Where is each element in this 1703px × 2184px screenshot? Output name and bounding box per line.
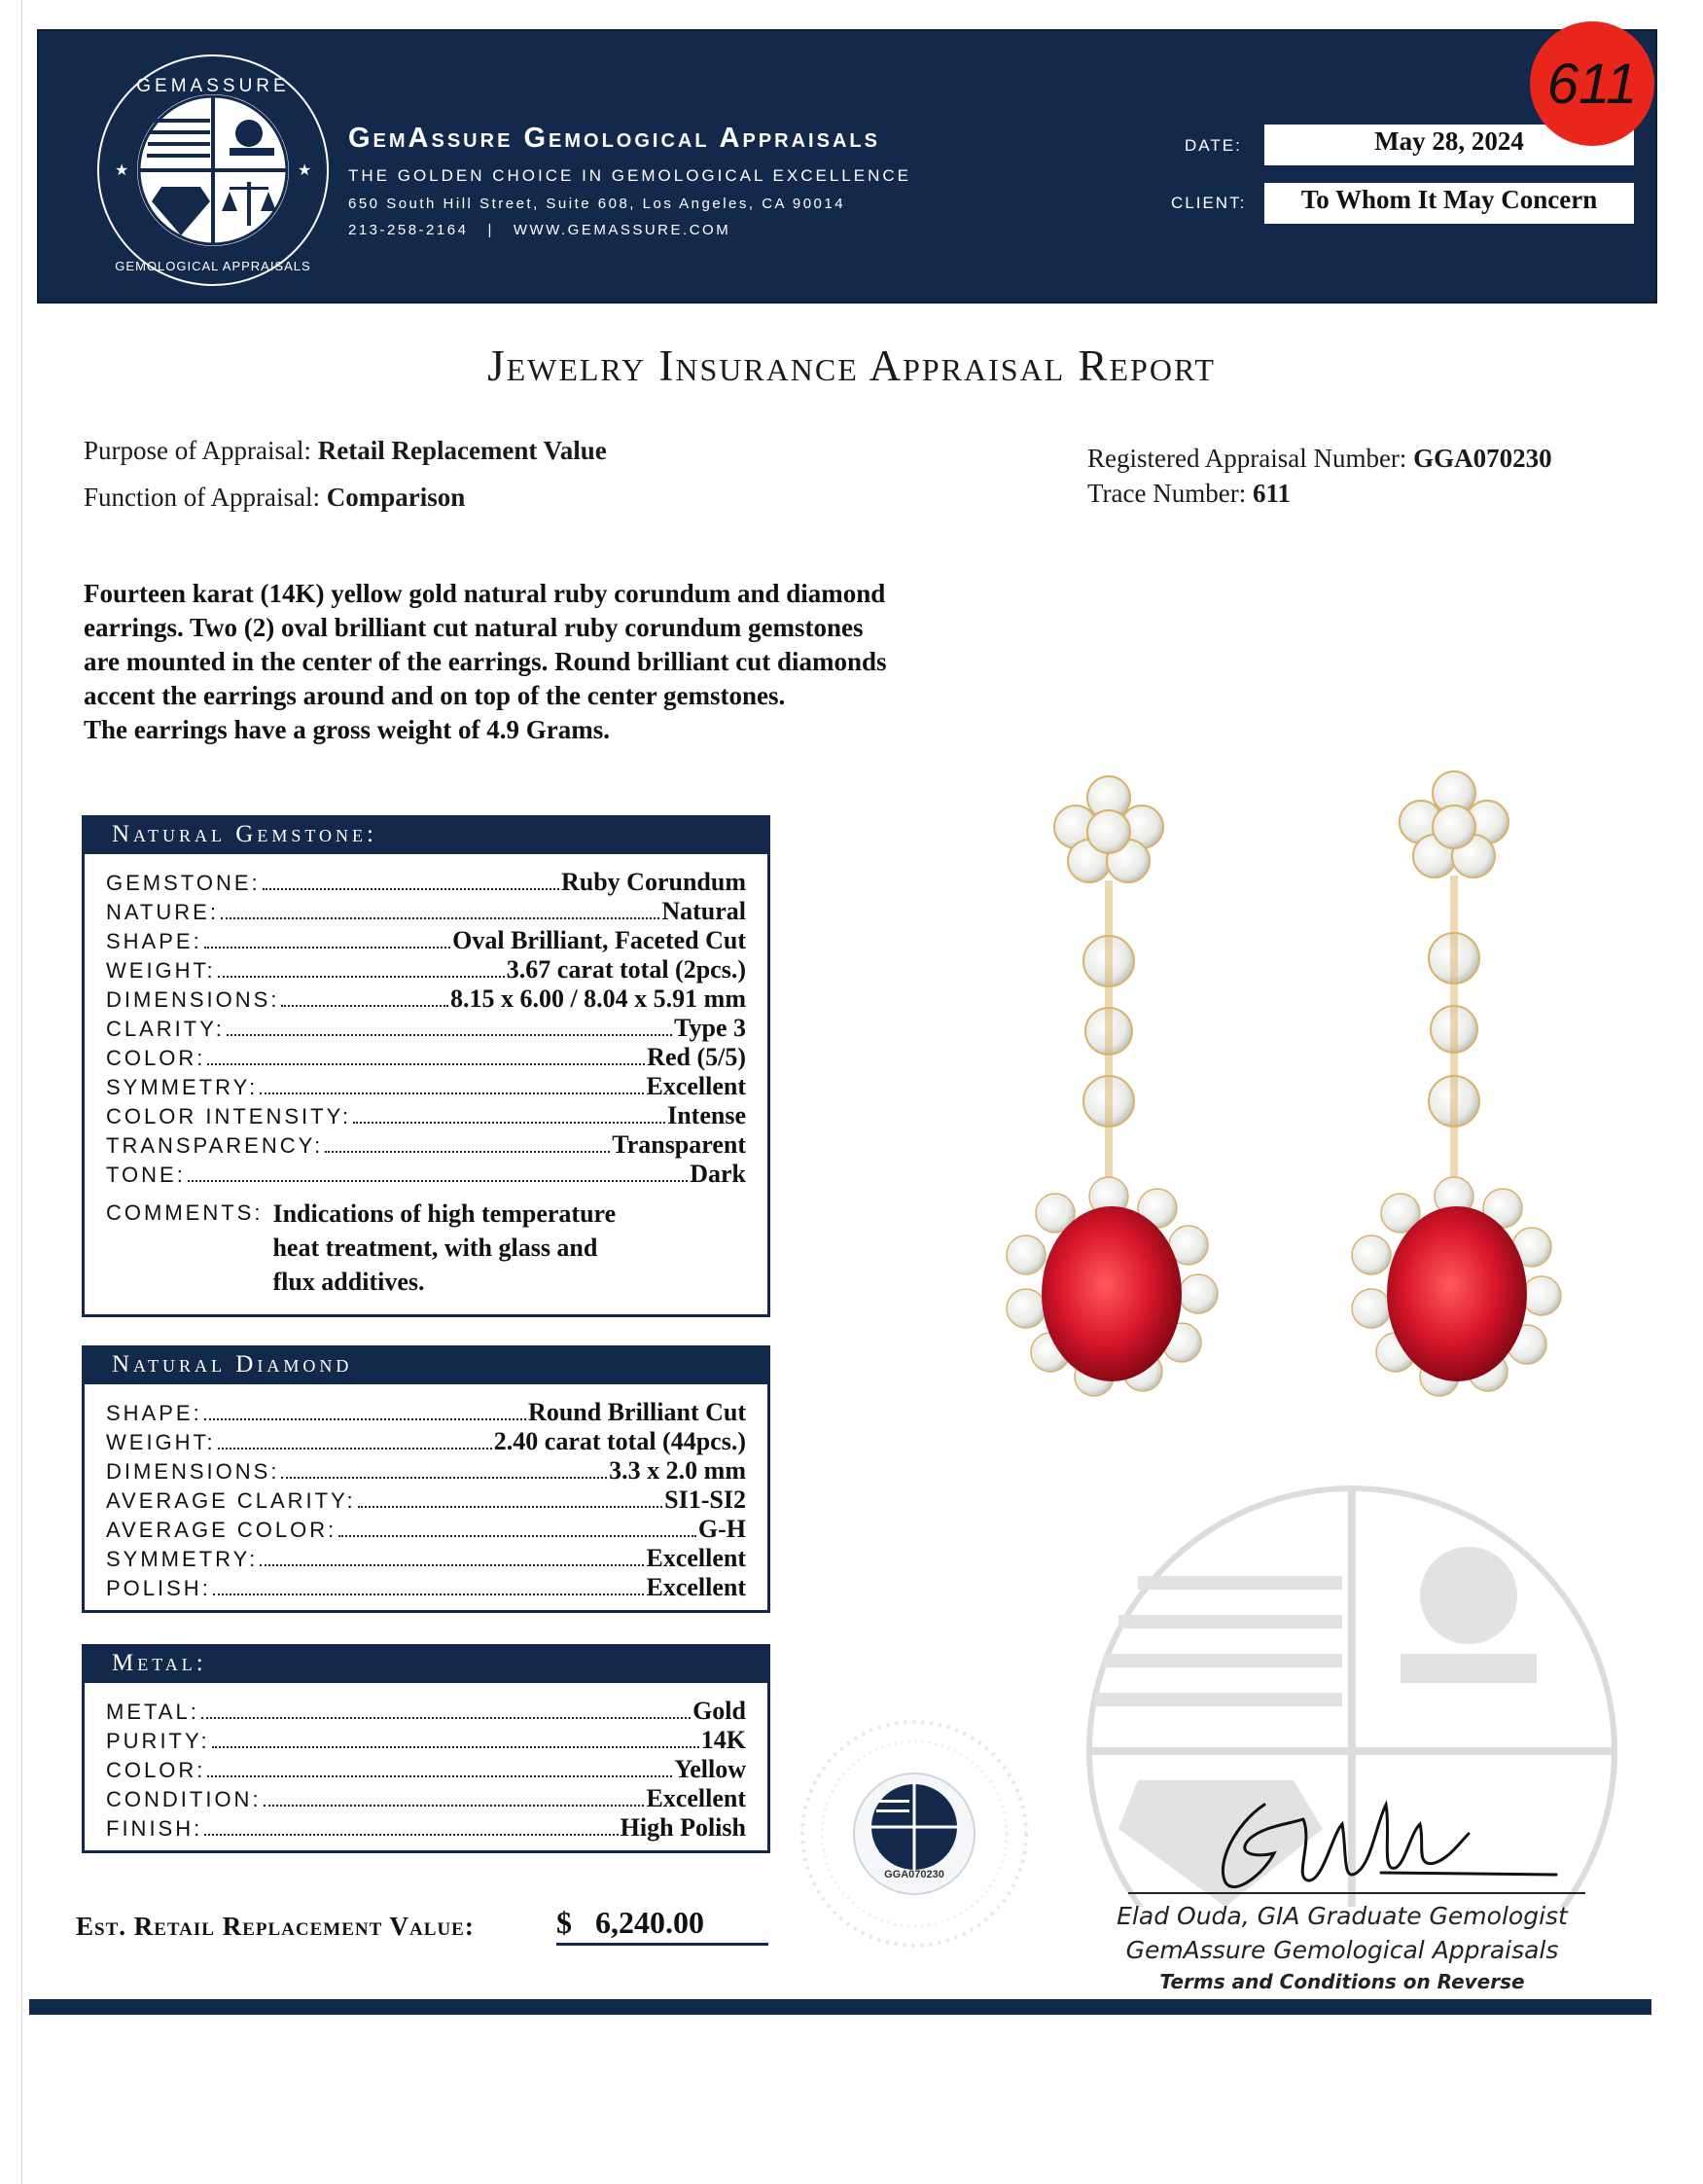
spec-row	[106, 1160, 746, 1189]
spec-row	[106, 1043, 746, 1072]
comments-block	[85, 1197, 767, 1314]
seal-top-text: GEMASSURE	[136, 76, 290, 96]
natural-diamond-panel	[82, 1345, 770, 1613]
function-label: Function of Appraisal:	[84, 483, 320, 512]
registered-value: GGA070230	[1413, 444, 1552, 473]
spec-label: POLISH:	[106, 1576, 211, 1600]
spec-value: Red (5/5)	[647, 1043, 746, 1071]
gemstone-rows	[85, 854, 767, 1197]
spec-label: NATURE:	[106, 900, 219, 924]
leader-dots	[207, 1775, 672, 1777]
seal-bottom-text: GEMOLOGICAL APPRAISALS	[115, 259, 311, 273]
spec-value: Excellent	[646, 1573, 746, 1601]
spec-row	[106, 985, 746, 1014]
comments-label: COMMENTS:	[106, 1200, 264, 1225]
client-label: CLIENT:	[1171, 194, 1247, 212]
header-banner	[37, 29, 1657, 304]
description-line: The earrings have a gross weight of 4.9 Grams.	[84, 715, 610, 744]
earring-right	[1352, 771, 1561, 1396]
registered-label: Registered Appraisal Number:	[1087, 444, 1407, 473]
spec-value: High Polish	[620, 1813, 746, 1842]
spec-value: Dark	[690, 1160, 746, 1188]
date-value: May 28, 2024	[1264, 125, 1634, 165]
spec-label: DIMENSIONS:	[106, 987, 280, 1012]
description-line: earrings. Two (2) oval brilliant cut natural ruby corundum gemstones	[84, 613, 864, 642]
page-edge	[21, 0, 22, 2184]
spec-label: SYMMETRY:	[106, 1547, 259, 1571]
spec-label: COLOR INTENSITY:	[106, 1104, 352, 1128]
leader-dots	[353, 1122, 665, 1124]
estimate-label: Est. Retail Replacement Value:	[76, 1912, 475, 1941]
spec-row	[106, 1726, 746, 1755]
spec-value: 3.67 carat total (2pcs.)	[506, 955, 746, 984]
spec-row	[106, 1398, 746, 1427]
hologram-code: GGA070230	[884, 1869, 944, 1880]
footer-bar	[29, 1999, 1651, 2015]
spec-value: Gold	[692, 1697, 746, 1725]
leader-dots	[207, 1063, 645, 1065]
description-line: accent the earrings around and on top of the center gemstones.	[84, 681, 786, 710]
spec-label: AVERAGE CLARITY:	[106, 1488, 356, 1513]
spec-row	[106, 1130, 746, 1160]
purpose-label: Purpose of Appraisal:	[84, 436, 311, 465]
trace-line	[1087, 479, 1291, 509]
spec-label: SHAPE:	[106, 1401, 202, 1425]
client-value: To Whom It May Concern	[1264, 183, 1634, 224]
spec-value: Excellent	[646, 1072, 746, 1100]
trace-value: 611	[1252, 479, 1291, 508]
spec-row	[106, 926, 746, 955]
spec-row	[106, 1072, 746, 1101]
leader-dots	[264, 1805, 645, 1807]
report-title: Jewelry Insurance Appraisal Report	[487, 341, 1216, 390]
spec-label: CONDITION:	[106, 1787, 262, 1811]
spec-value: Round Brilliant Cut	[528, 1398, 746, 1426]
leader-dots	[218, 1448, 492, 1450]
purpose-line	[84, 436, 607, 466]
metal-panel	[82, 1644, 770, 1853]
company-address: 650 South Hill Street, Suite 608, Los Angeles, CA 90014	[348, 196, 846, 212]
spec-value: Natural	[661, 897, 746, 925]
company-name: GemAssure Gemological Appraisals	[348, 123, 880, 154]
spec-label: SHAPE:	[106, 929, 202, 953]
spec-value: Excellent	[646, 1784, 746, 1812]
leader-dots	[213, 1593, 645, 1595]
function-value: Comparison	[326, 483, 466, 512]
contact-separator: |	[487, 222, 494, 238]
spec-label: SYMMETRY:	[106, 1075, 259, 1099]
spec-label: COLOR:	[106, 1046, 206, 1070]
purpose-value: Retail Replacement Value	[317, 436, 607, 465]
leader-dots	[204, 1834, 618, 1836]
company-tagline: THE GOLDEN CHOICE IN GEMOLOGICAL EXCELLENCE	[348, 166, 911, 185]
function-line	[84, 483, 465, 513]
gemstone-heading: Natural Gemstone:	[85, 815, 767, 854]
leader-dots	[260, 1564, 644, 1566]
earring-left	[1007, 776, 1218, 1396]
spec-row	[106, 1427, 746, 1456]
diamond-rows	[85, 1384, 767, 1610]
leader-dots	[338, 1535, 696, 1537]
spec-row	[106, 1544, 746, 1573]
spec-row	[106, 868, 746, 897]
spec-value: 3.3 x 2.0 mm	[609, 1456, 746, 1485]
leader-dots	[204, 1418, 526, 1420]
spec-label: FINISH:	[106, 1816, 203, 1841]
leader-dots	[188, 1180, 688, 1182]
appraiser-signature	[1196, 1766, 1566, 1902]
spec-row	[106, 1784, 746, 1813]
spec-value: Excellent	[646, 1544, 746, 1572]
spec-label: PURITY:	[106, 1729, 210, 1753]
spec-label: METAL:	[106, 1700, 199, 1724]
spec-value: Type 3	[674, 1014, 746, 1042]
trace-label: Trace Number:	[1087, 479, 1247, 508]
signature-line	[1128, 1892, 1585, 1894]
company-phone: 213-258-2164	[348, 222, 469, 238]
leader-dots	[325, 1151, 610, 1153]
spec-label: DIMENSIONS:	[106, 1459, 280, 1484]
leader-dots	[263, 888, 559, 890]
hologram-seal	[793, 1712, 1036, 1955]
spec-row	[106, 1014, 746, 1043]
spec-row	[106, 1101, 746, 1130]
lot-number-badge: 611	[1530, 21, 1654, 146]
comments-text	[272, 1197, 700, 1299]
leader-dots	[358, 1506, 663, 1508]
spec-label: GEMSTONE:	[106, 871, 261, 895]
spec-value: 8.15 x 6.00 / 8.04 x 5.91 mm	[449, 985, 746, 1013]
spec-row	[106, 1755, 746, 1784]
seal-star-left: ★	[115, 162, 129, 179]
earrings-photo	[982, 749, 1576, 1430]
natural-gemstone-panel	[82, 815, 770, 1317]
leader-dots	[212, 1746, 699, 1748]
leader-dots	[204, 947, 450, 949]
company-website[interactable]: WWW.GEMASSURE.COM	[513, 222, 731, 238]
leader-dots	[221, 917, 659, 919]
description-line: Fourteen karat (14K) yellow gold natural ruby corundum and diamond	[84, 579, 886, 608]
comments-line: flux additives.	[272, 1268, 425, 1296]
spec-label: TONE:	[106, 1163, 186, 1187]
leader-dots	[201, 1717, 691, 1719]
comments-line: heat treatment, with glass and	[272, 1234, 598, 1262]
spec-value: Intense	[667, 1101, 746, 1129]
spec-label: CLARITY:	[106, 1017, 225, 1041]
leader-dots	[260, 1092, 644, 1094]
spec-value: Oval Brilliant, Faceted Cut	[452, 926, 746, 954]
leader-dots	[281, 1005, 447, 1007]
registered-line	[1087, 444, 1552, 474]
leader-dots	[218, 976, 505, 978]
spec-row	[106, 955, 746, 985]
diamond-heading: Natural Diamond	[85, 1345, 767, 1384]
gemassure-seal-logo	[93, 51, 333, 290]
spec-value: SI1-SI2	[664, 1486, 746, 1514]
estimate-currency: $	[556, 1905, 572, 1940]
spec-label: WEIGHT:	[106, 958, 216, 983]
spec-row	[106, 1573, 746, 1602]
spec-row	[106, 1813, 746, 1843]
terms-note: Terms and Conditions on Reverse	[1159, 1970, 1525, 1993]
metal-heading: Metal:	[85, 1644, 767, 1683]
item-description	[84, 577, 1008, 747]
leader-dots	[227, 1034, 672, 1036]
metal-rows	[85, 1683, 767, 1850]
comments-line: Indications of high temperature	[272, 1199, 617, 1228]
spec-row	[106, 1486, 746, 1515]
spec-label: AVERAGE COLOR:	[106, 1518, 337, 1542]
spec-label: TRANSPARENCY:	[106, 1133, 324, 1158]
spec-value: 2.40 carat total (44pcs.)	[493, 1427, 746, 1455]
spec-value: Yellow	[674, 1755, 746, 1783]
appraiser-company: GemAssure Gemological Appraisals	[1125, 1936, 1559, 1964]
spec-value: Ruby Corundum	[560, 868, 746, 896]
company-contact	[348, 222, 1087, 238]
description-line: are mounted in the center of the earrings. Round brilliant cut diamonds	[84, 647, 887, 676]
spec-label: COLOR:	[106, 1758, 206, 1782]
spec-row	[106, 1456, 746, 1486]
spec-value: Transparent	[612, 1130, 746, 1159]
spec-value: G-H	[697, 1515, 746, 1543]
company-block	[348, 123, 1087, 238]
date-label: DATE:	[1185, 136, 1242, 155]
spec-row	[106, 1515, 746, 1544]
spec-row	[106, 1697, 746, 1726]
appraiser-name: Elad Ouda, GIA Graduate Gemologist	[1117, 1902, 1568, 1930]
seal-star-right: ★	[298, 162, 312, 179]
spec-label: WEIGHT:	[106, 1430, 216, 1454]
leader-dots	[281, 1477, 607, 1479]
estimate-value: 6,240.00	[595, 1905, 704, 1940]
spec-value: 14K	[700, 1726, 746, 1754]
spec-row	[106, 897, 746, 926]
estimate-value-box	[556, 1905, 768, 1946]
